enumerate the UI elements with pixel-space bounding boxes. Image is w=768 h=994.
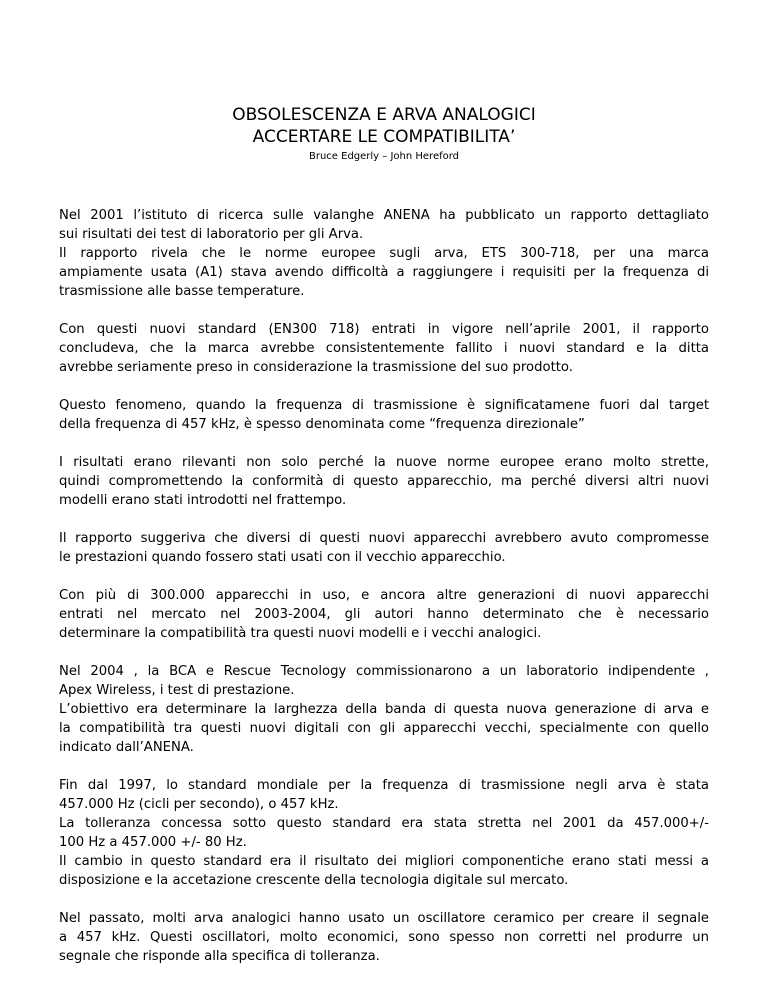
paragraph-line: Con questi nuovi standard (EN300 718) entrati in vigore nell’aprile 2001, il rapporto (59, 322, 709, 337)
paragraph-line: a 457 kHz. Questi oscillatori, molto economici, sono spesso non corretti nel produrre un (59, 930, 709, 945)
paragraph (59, 776, 709, 890)
paragraph-line: Apex Wireless, i test di prestazione. (59, 683, 295, 698)
paragraph-line: le prestazioni quando fossero stati usati con il vecchio apparecchio. (59, 550, 506, 565)
paragraph-line: Il cambio in questo standard era il risultato dei migliori componentiche erano stati messi a (59, 854, 709, 869)
paragraph-line: determinare la compatibilità tra questi nuovi modelli e i vecchi analogici. (59, 626, 542, 641)
paragraph-line: Il rapporto suggeriva che diversi di questi nuovi apparecchi avrebbero avuto compromesse (59, 531, 709, 546)
paragraph-line: concludeva, che la marca avrebbe consistentemente fallito i nuovi standard e la ditta (59, 341, 709, 356)
paragraph-line: 457.000 Hz (cicli per secondo), o 457 kHz. (59, 797, 339, 812)
paragraph (59, 662, 709, 757)
paragraph-line: L’obiettivo era determinare la larghezza della banda di questa nuova generazione di arva e (59, 702, 709, 717)
document-authors: Bruce Edgerly – John Hereford (308, 151, 460, 162)
paragraph (59, 320, 709, 377)
paragraph-line: La tolleranza concessa sotto questo standard era stata stretta nel 2001 da 457.000+/- (59, 816, 709, 831)
paragraph-line: indicato dall’ANENA. (59, 740, 194, 755)
paragraph (59, 586, 709, 643)
paragraph (59, 206, 709, 301)
paragraph (59, 396, 709, 434)
paragraph-line: disposizione e la accetazione crescente della tecnologia digitale sul mercato. (59, 873, 569, 888)
paragraph-line: della frequenza di 457 kHz, è spesso denominata come “frequenza direzionale” (59, 417, 585, 432)
paragraph-line: 100 Hz a 457.000 +/- 80 Hz. (59, 835, 247, 850)
paragraph-line: ampiamente usata (A1) stava avendo difficoltà a raggiungere i requisiti per la frequenza di (59, 265, 709, 280)
paragraph-line: I risultati erano rilevanti non solo perché la nuove norme europee erano molto strette, (59, 455, 709, 470)
paragraph-line: quindi compromettendo la conformità di questo apparecchio, ma perché diversi altri nuovi (59, 474, 709, 489)
paragraph-line: la compatibilità tra questi nuovi digitali con gli apparecchi vecchi, specialmente con quello (59, 721, 709, 736)
paragraph-line: modelli erano stati introdotti nel frattempo. (59, 493, 347, 508)
paragraph-line: sui risultati dei test di laboratorio per gli Arva. (59, 227, 364, 242)
paragraph-line: Nel 2004 , la BCA e Rescue Tecnology commissionarono a un laboratorio indipendente , (59, 664, 709, 679)
paragraph (59, 529, 709, 567)
document-title-line-1: OBSOLESCENZA E ARVA ANALOGICI (232, 105, 536, 125)
paragraph (59, 909, 709, 966)
paragraph-line: Questo fenomeno, quando la frequenza di trasmissione è significatamene fuori dal target (59, 398, 709, 413)
paragraph-line: avrebbe seriamente preso in considerazione la trasmissione del suo prodotto. (59, 360, 573, 375)
document-title-line-2: ACCERTARE LE COMPATIBILITA’ (252, 127, 516, 147)
paragraph-line: entrati nel mercato nel 2003-2004, gli autori hanno determinato che è necessario (59, 607, 709, 622)
paragraph-line: segnale che risponde alla specifica di tolleranza. (59, 949, 380, 964)
paragraph-line: Il rapporto rivela che le norme europee sugli arva, ETS 300-718, per una marca (59, 246, 709, 261)
paragraph-line: Nel 2001 l’istituto di ricerca sulle valanghe ANENA ha pubblicato un rapporto dettagliato (59, 208, 709, 223)
paragraph-line: Fin dal 1997, lo standard mondiale per la frequenza di trasmissione negli arva è stata (59, 778, 709, 793)
document-body (59, 206, 709, 985)
paragraph-line: trasmissione alle basse temperature. (59, 284, 305, 299)
paragraph (59, 453, 709, 510)
paragraph-line: Con più di 300.000 apparecchi in uso, e ancora altre generazioni di nuovi apparecchi (59, 588, 709, 603)
paragraph-line: Nel passato, molti arva analogici hanno usato un oscillatore ceramico per creare il segnale (59, 911, 709, 926)
